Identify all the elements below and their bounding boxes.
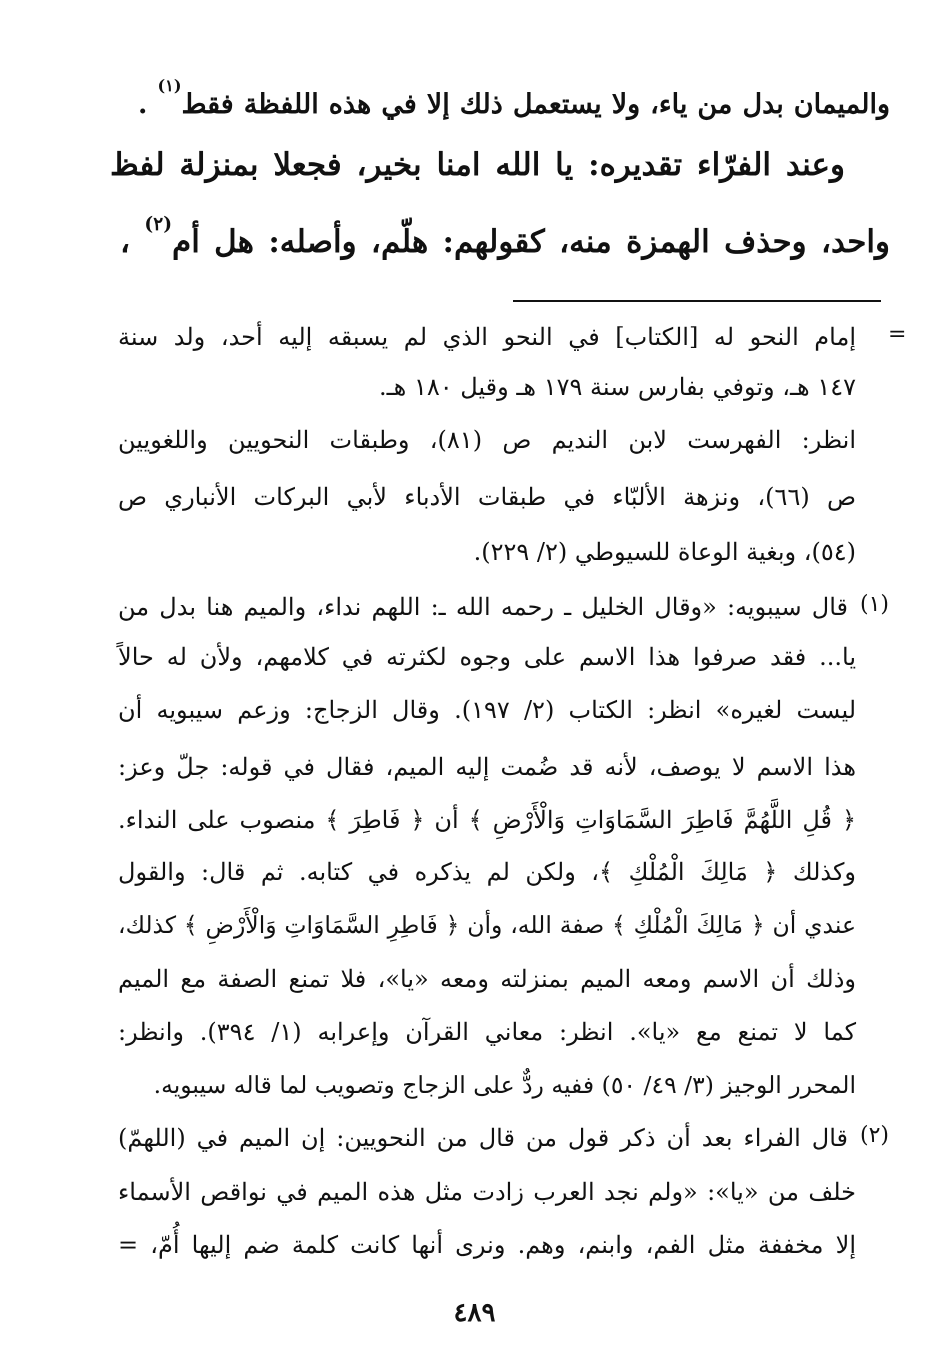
footnote-ref-1: (١) (157, 76, 182, 95)
footnote-ref-2: (٢) (144, 214, 172, 235)
footnote-1-line-7: عندي أن ﴿ مَالِكَ الْمُلْكِ ﴾ صفة الله، وأن ﴿ فَاطِرِ السَّمَاوَاتِ وَالْأَرْضِ ﴾ كذلك، (118, 911, 856, 939)
footnote-continuation-line-4: ص (٦٦)، ونزهة الألبّاء في طبقات الأدباء لأبي البركات الأنباري ص (118, 483, 856, 511)
footnote-continuation-line-1: إمام النحو له [الكتاب] في النحو الذي لم يسبقه إليه أحد، ولد سنة (118, 323, 856, 351)
main-text-line-2: وعند الفرّاء تقديره: يا الله امنا بخير، فجعلا بمنزلة لفظ (110, 147, 845, 183)
footnote-continuation-line-2: ١٤٧ هـ، وتوفي بفارس سنة ١٧٩ هـ وقيل ١٨٠ هـ. (379, 373, 856, 401)
footnote-1-line-5: ﴿ قُلِ اللَّهُمَّ فَاطِرَ السَّمَاوَاتِ وَالْأَرْضِ ﴾ أن ﴿ فَاطِرَ ﴾ منصوب على النداء. (118, 806, 856, 834)
footnote-separator (513, 300, 881, 302)
footnote-1-line-9: كما لا تمنع مع «يا». انظر: معاني القرآن وإعرابه (١/ ٣٩٤). وانظر: (118, 1018, 857, 1046)
footnote-1-line-2: يا... فقد صرفوا هذا الاسم على وجوه لكثرته في كلامهم، ولأن له حالاً (118, 643, 856, 671)
footnote-1-line-10: المحرر الوجيز (٣/ ٤٩/ ٥٠) ففيه ردٌّ على الزجاج وتصويب لما قاله سيبويه. (153, 1071, 856, 1099)
footnote-2-line-1: قال الفراء بعد أن ذكر قول من قال من النحويين: إن الميم في (اللهمّ) (118, 1124, 848, 1152)
footnote-1-line-4: هذا الاسم لا يوصف، لأنه قد ضُمت إليه الميم، فقال في قوله: جلّ وعز: (118, 753, 856, 781)
footnote-1-marker: (١) (860, 592, 890, 617)
page-number: ٤٨٩ (453, 1298, 496, 1328)
footnote-continuation-line-5: (٥٤)، وبغية الوعاة للسيوطي (٢/ ٢٢٩). (473, 538, 856, 566)
footnote-continuation-line-3: انظر: الفهرست لابن النديم ص (٨١)، وطبقات النحويين واللغويين (118, 426, 856, 454)
main-text-line-3: واحد، وحذف الهمزة منه، كقولهم: هلّم، وأصله: هل أم$^{(٢)}$ ، (120, 214, 890, 260)
footnote-2-line-2: خلف من «يا»: «ولم نجد العرب زادت مثل هذه الميم في نواقص الأسماء (118, 1178, 856, 1206)
footnote-1-line-1: قال سيبويه: «وقال الخليل ـ رحمه الله ـ: اللهم نداء، والميم هنا بدل من (118, 593, 848, 621)
footnote-1-line-6: وكذلك ﴿ مَالِكَ الْمُلْكِ ﴾، ولكن لم يذكره في كتابه. ثم قال: والقول (118, 858, 856, 886)
footnote-2-line-3: إلا مخففة مثل الفم، وابنم، وهم. ونرى أنها كانت كلمة ضم إليها أُمّ، = (118, 1231, 856, 1259)
footnote-1-line-8: وذلك أن الاسم ومعه الميم بمنزلته ومعه «يا»، فلا تمنع الصفة مع الميم (118, 965, 856, 993)
footnote-2-marker: (٢) (860, 1123, 890, 1148)
footnote-1-line-3: ليست لغيره» انظر: الكتاب (٢/ ١٩٧). وقال الزجاج: وزعم سيبويه أن (118, 696, 857, 724)
main-text-line-1: والميمان بدل من ياء، ولا يستعمل ذلك إلا في هذه اللفظة فقط$^{(١)}$ . (138, 76, 890, 120)
footnote-continuation-marker: = (888, 322, 907, 347)
